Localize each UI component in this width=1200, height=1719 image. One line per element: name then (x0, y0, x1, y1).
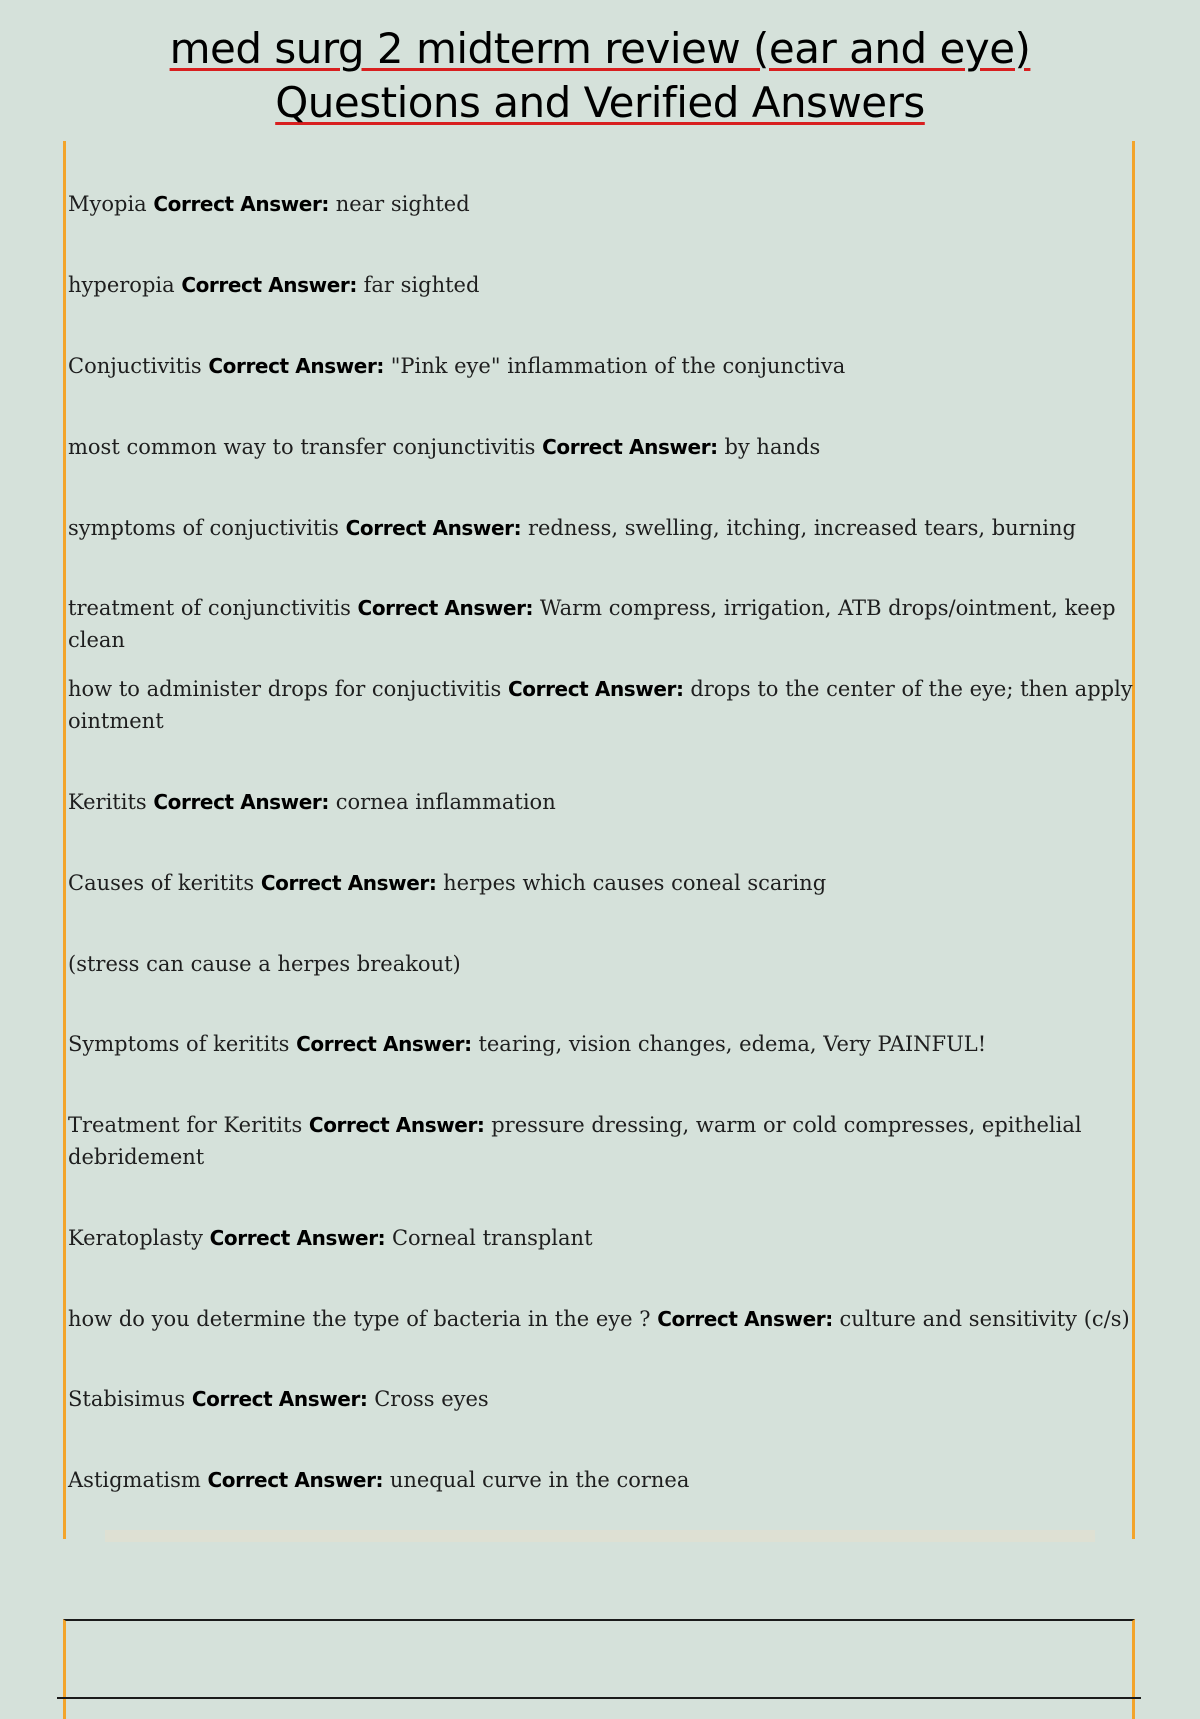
correct-answer-label: Correct Answer: (296, 1032, 472, 1056)
next-page-rule (57, 1697, 1141, 1699)
answer-text: unequal curve in the cornea (389, 1468, 690, 1492)
qa-item (68, 350, 1133, 382)
question-text: symptoms of conjuctivitis (68, 516, 339, 540)
correct-answer-label: Correct Answer: (191, 1387, 368, 1411)
qa-item (68, 1109, 1133, 1173)
answer-text: drops to the center of the eye; then apply ointment (68, 677, 1133, 733)
correct-answer-label: Correct Answer: (181, 273, 357, 297)
question-text: Treatment for Keritits (68, 1113, 303, 1137)
correct-answer-label: Correct Answer: (308, 1113, 485, 1137)
question-text: Conjuctivitis (68, 354, 202, 378)
correct-answer-label: Correct Answer: (153, 790, 329, 814)
question-text: Stabisimus (68, 1387, 186, 1411)
question-text: treatment of conjunctivitis (68, 596, 351, 620)
answer-text: herpes which causes coneal scaring (443, 871, 827, 895)
answer-text: near sighted (335, 192, 470, 216)
correct-answer-label: Correct Answer: (508, 677, 684, 701)
question-text: Astigmatism (68, 1468, 201, 1492)
title-line-1: med surg 2 midterm review (ear and eye) (169, 24, 1031, 73)
answer-text: "Pink eye" inflammation of the conjunctiva (390, 354, 846, 378)
correct-answer-label: Correct Answer: (345, 516, 522, 540)
correct-answer-label: Correct Answer: (208, 354, 385, 378)
question-text: Myopia (68, 192, 147, 216)
question-text: most common way to transfer conjunctivitis (68, 435, 536, 459)
qa-item (68, 512, 1133, 544)
qa-item (68, 1222, 1133, 1254)
next-page-frame (63, 1619, 1135, 1719)
question-text: Symptoms of keritits (68, 1032, 290, 1056)
qa-item (68, 269, 1133, 301)
qa-item (68, 948, 1133, 980)
correct-answer-label: Correct Answer: (357, 596, 534, 620)
qa-item (68, 592, 1133, 656)
qa-item (68, 188, 1133, 220)
qa-item (68, 673, 1133, 737)
question-text: how do you determine the type of bacteria in the eye ? (68, 1307, 651, 1331)
correct-answer-label: Correct Answer: (657, 1307, 833, 1331)
answer-text: far sighted (363, 273, 480, 297)
document-title (0, 22, 1200, 130)
qa-item (68, 786, 1133, 818)
answer-text: culture and sensitivity (c/s) (839, 1307, 1130, 1331)
qa-item (68, 1303, 1133, 1335)
qa-item (68, 1383, 1133, 1415)
title-line-2: Questions and Verified Answers (275, 78, 925, 127)
answer-text: Cross eyes (374, 1387, 489, 1411)
question-text: Keritits (68, 790, 147, 814)
correct-answer-label: Correct Answer: (542, 435, 718, 459)
answer-text: tearing, vision changes, edema, Very PAINFUL! (478, 1032, 987, 1056)
answer-text: redness, swelling, itching, increased tears, burning (527, 516, 1076, 540)
question-text: how to administer drops for conjuctivitis (68, 677, 502, 701)
correct-answer-label: Correct Answer: (153, 192, 330, 216)
answer-text: Warm compress, irrigation, ATB drops/ointment, keep clean (68, 596, 1116, 652)
answer-text: Corneal transplant (391, 1226, 593, 1250)
correct-answer-label: Correct Answer: (209, 1226, 386, 1250)
question-text: hyperopia (68, 273, 175, 297)
correct-answer-label: Correct Answer: (260, 871, 437, 895)
question-text: Keratoplasty (68, 1226, 203, 1250)
qa-item (68, 431, 1133, 463)
answer-text: by hands (724, 435, 821, 459)
answer-text: pressure dressing, warm or cold compresses, epithelial debridement (68, 1113, 1082, 1169)
answer-text: cornea inflammation (335, 790, 556, 814)
qa-item (68, 867, 1133, 899)
question-text: (stress can cause a herpes breakout) (68, 952, 461, 976)
frame-bottom-shadow (105, 1530, 1095, 1542)
correct-answer-label: Correct Answer: (207, 1468, 384, 1492)
qa-item (68, 1028, 1133, 1060)
question-text: Causes of keritits (68, 871, 255, 895)
qa-item (68, 1464, 1133, 1496)
